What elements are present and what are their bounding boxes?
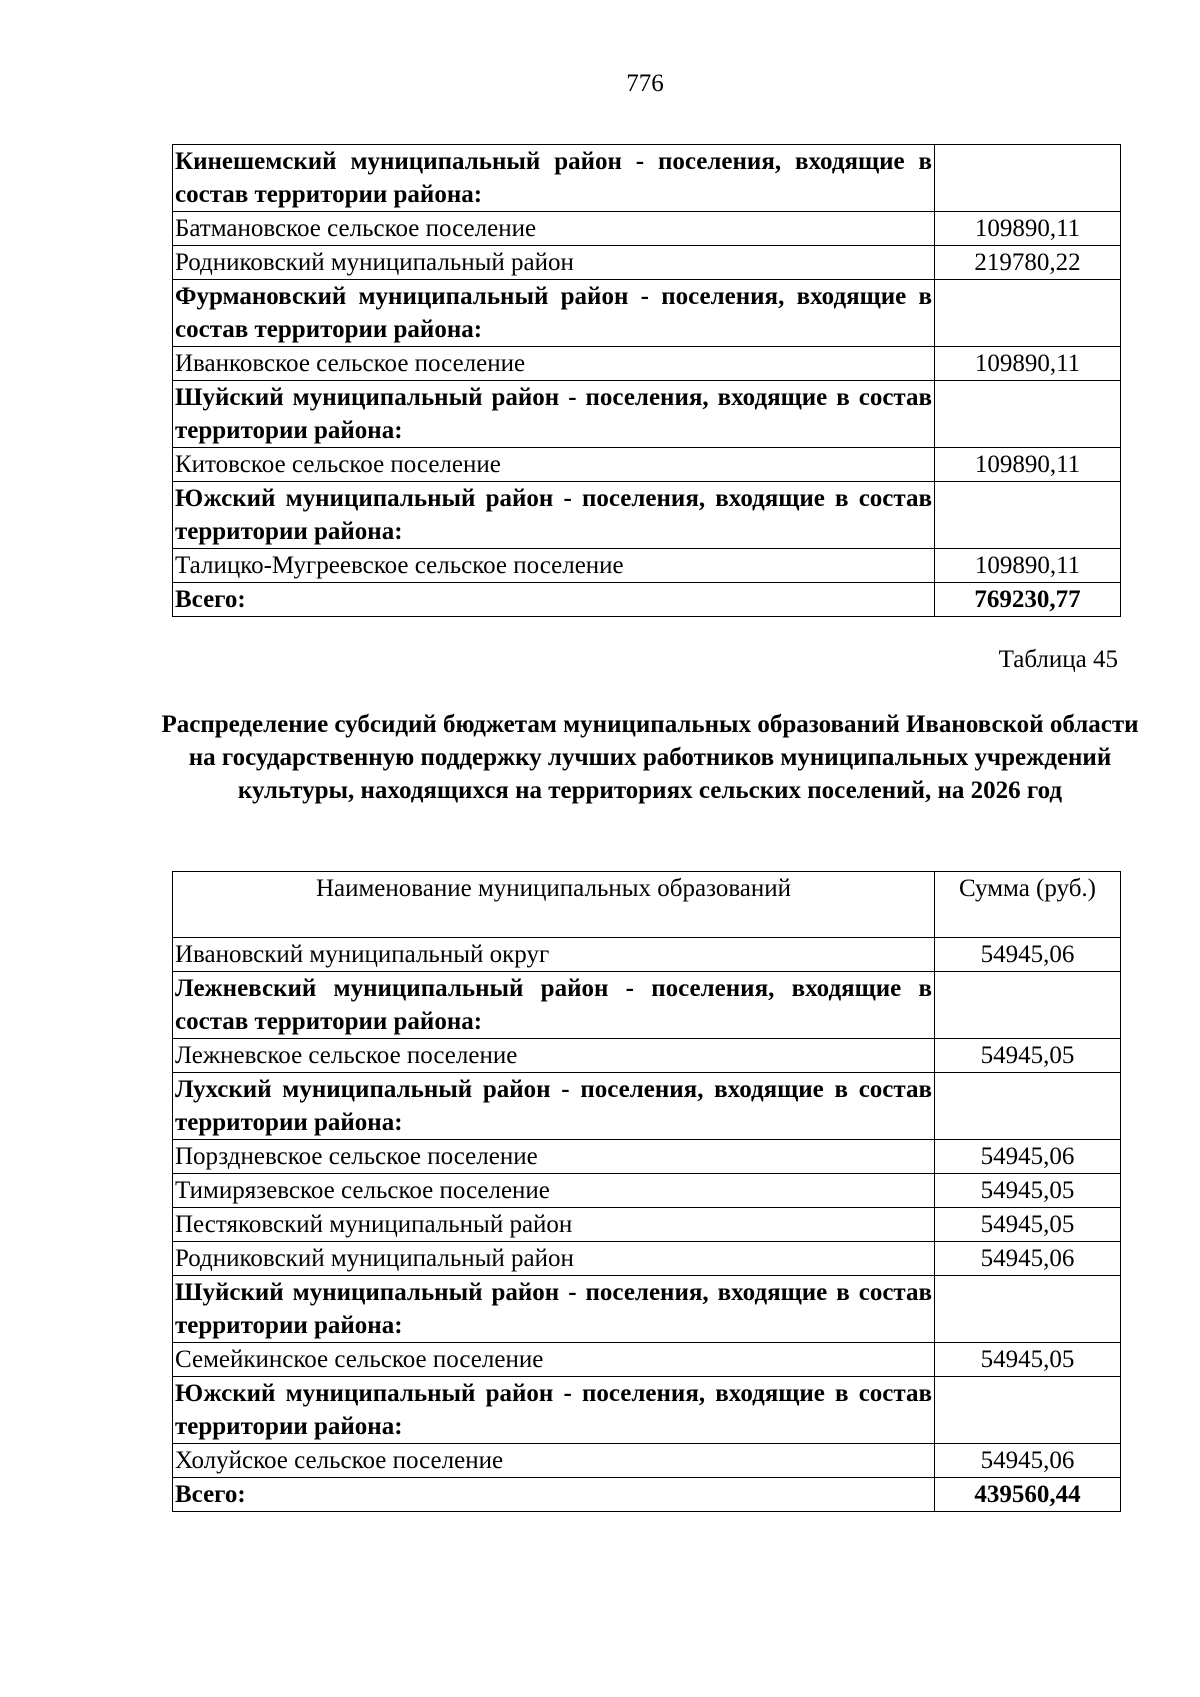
amount-cell: 54945,06 — [935, 1242, 1121, 1276]
amount-cell — [935, 1377, 1121, 1444]
amount-cell: 54945,06 — [935, 938, 1121, 972]
district-heading-row — [173, 145, 1121, 212]
municipality-name: Родниковский муниципальный район — [173, 246, 935, 280]
amount-cell: 54945,05 — [935, 1208, 1121, 1242]
amount-cell — [935, 1276, 1121, 1343]
amount-cell — [935, 381, 1121, 448]
subsidy-table-2026 — [172, 871, 1121, 1512]
district-heading: Южский муниципальный район - поселения, входящие в состав территории района: — [173, 482, 935, 549]
district-heading: Южский муниципальный район - поселения, входящие в состав территории района: — [173, 1377, 935, 1444]
column-header-name: Наименование муниципальных образований — [173, 872, 935, 938]
amount-cell — [935, 972, 1121, 1039]
district-heading-row — [173, 1276, 1121, 1343]
table-row — [173, 938, 1121, 972]
amount-cell: 54945,06 — [935, 1140, 1121, 1174]
municipality-name: Тимирязевское сельское поселение — [173, 1174, 935, 1208]
district-heading: Шуйский муниципальный район - поселения, входящие в состав территории района: — [173, 1276, 935, 1343]
amount-cell: 219780,22 — [935, 246, 1121, 280]
table-row — [173, 246, 1121, 280]
table-row — [173, 1444, 1121, 1478]
municipality-name: Иванковское сельское поселение — [173, 347, 935, 381]
amount-cell: 54945,06 — [935, 1444, 1121, 1478]
amount-cell: 109890,11 — [935, 212, 1121, 246]
table-heading: Распределение субсидий бюджетам муниципальных образований Ивановской области на государственную поддержку лучших работников муниципальных учреждений культуры, находящихся на территориях сельских поселений, на 2026 год — [161, 711, 1139, 804]
total-amount: 769230,77 — [935, 583, 1121, 617]
table-row — [173, 448, 1121, 482]
table1-body — [173, 145, 1121, 617]
amount-cell — [935, 280, 1121, 347]
amount-cell: 109890,11 — [935, 347, 1121, 381]
municipality-name: Семейкинское сельское поселение — [173, 1343, 935, 1377]
total-row — [173, 583, 1121, 617]
table-row — [173, 1208, 1121, 1242]
municipality-name: Талицко-Мугреевское сельское поселение — [173, 549, 935, 583]
amount-cell — [935, 1073, 1121, 1140]
amount-cell: 109890,11 — [935, 549, 1121, 583]
table-row — [173, 1343, 1121, 1377]
table-row — [173, 549, 1121, 583]
amount-cell: 54945,05 — [935, 1039, 1121, 1073]
district-heading: Лухский муниципальный район - поселения, входящие в состав территории района: — [173, 1073, 935, 1140]
district-heading-row — [173, 482, 1121, 549]
table-row — [173, 1039, 1121, 1073]
table-row — [173, 1140, 1121, 1174]
amount-cell — [935, 145, 1121, 212]
total-row — [173, 1478, 1121, 1512]
amount-cell: 54945,05 — [935, 1343, 1121, 1377]
municipality-name: Пестяковский муниципальный район — [173, 1208, 935, 1242]
municipality-name: Холуйское сельское поселение — [173, 1444, 935, 1478]
total-label: Всего: — [173, 1478, 935, 1512]
district-heading-row — [173, 972, 1121, 1039]
municipality-name: Китовское сельское поселение — [173, 448, 935, 482]
page-number: 776 — [626, 70, 664, 97]
column-header-sum: Сумма (руб.) — [935, 872, 1121, 938]
municipality-name: Родниковский муниципальный район — [173, 1242, 935, 1276]
amount-cell — [935, 482, 1121, 549]
table2-body — [173, 872, 1121, 1512]
table-row — [173, 1242, 1121, 1276]
district-heading-row — [173, 1377, 1121, 1444]
municipality-name: Батмановское сельское поселение — [173, 212, 935, 246]
table-row — [173, 212, 1121, 246]
district-heading: Шуйский муниципальный район - поселения, входящие в состав территории района: — [173, 381, 935, 448]
amount-cell: 109890,11 — [935, 448, 1121, 482]
subsidy-table-continued — [172, 144, 1121, 617]
table-caption: Таблица 45 — [998, 646, 1118, 673]
district-heading: Лежневский муниципальный район - поселения, входящие в состав территории района: — [173, 972, 935, 1039]
district-heading: Кинешемский муниципальный район - поселения, входящие в состав территории района: — [173, 145, 935, 212]
table-row — [173, 347, 1121, 381]
municipality-name: Порздневское сельское поселение — [173, 1140, 935, 1174]
table-row — [173, 1174, 1121, 1208]
district-heading: Фурмановский муниципальный район - поселения, входящие в состав территории района: — [173, 280, 935, 347]
table-header-row — [173, 872, 1121, 938]
total-amount: 439560,44 — [935, 1478, 1121, 1512]
district-heading-row — [173, 280, 1121, 347]
district-heading-row — [173, 1073, 1121, 1140]
total-label: Всего: — [173, 583, 935, 617]
district-heading-row — [173, 381, 1121, 448]
municipality-name: Лежневское сельское поселение — [173, 1039, 935, 1073]
municipality-name: Ивановский муниципальный округ — [173, 938, 935, 972]
amount-cell: 54945,05 — [935, 1174, 1121, 1208]
